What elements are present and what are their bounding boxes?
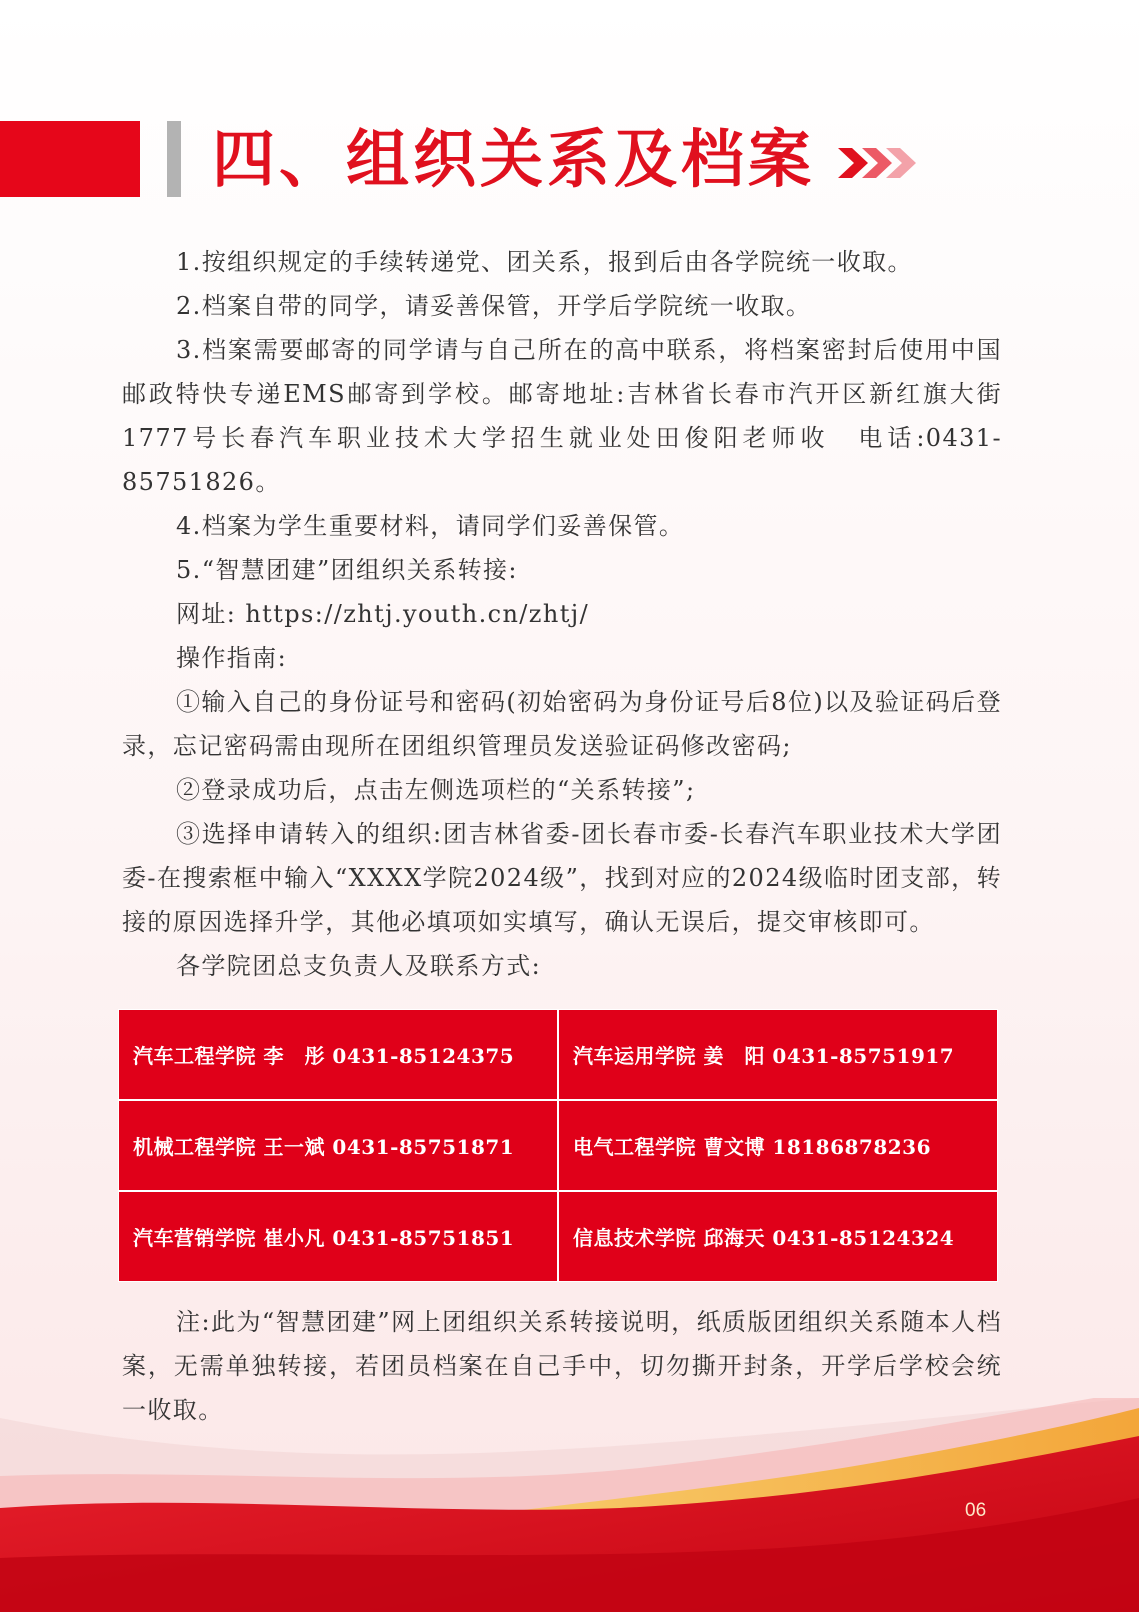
step-1: ①输入自己的身份证号和密码(初始密码为身份证号后8位)以及验证码后登录，忘记密码需由现所在团组织管理员发送验证码修改密码; — [122, 688, 1002, 760]
note-text: 注:此为“智慧团建”网上团组织关系转接说明，纸质版团组织关系随本人档案，无需单独转接，若团员档案在自己手中，切勿撕开封条，开学后学校会统一收取。 — [122, 1308, 1002, 1424]
contact-cell: 电气工程学院 曹文博 18186878236 — [558, 1100, 998, 1191]
guide-label: 操作指南: — [176, 644, 288, 672]
item-1: 1.按组织规定的手续转递党、团关系，报到后由各学院统一收取。 — [176, 248, 913, 276]
website-line[interactable]: 网址: https://zhtj.youth.cn/zhtj/ — [176, 600, 590, 628]
contact-cell: 汽车工程学院 李 彤 0431-85124375 — [118, 1009, 558, 1100]
contact-cell: 机械工程学院 王一斌 0431-85751871 — [118, 1100, 558, 1191]
item-5: 5.“智慧团建”团组织关系转接: — [176, 556, 518, 584]
title-red-block — [0, 121, 140, 197]
table-row — [118, 1191, 998, 1282]
step-2: ②登录成功后，点击左侧选项栏的“关系转接”; — [176, 776, 696, 804]
main-content — [122, 240, 1002, 988]
step-3: ③选择申请转入的组织:团吉林省委-团长春市委-长春汽车职业技术大学团委-在搜索框中输入“XXXX学院2024级”，找到对应的2024级临时团支部，转接的原因选择升学，其他必填项如实填写，确认无误后，提交审核即可。 — [122, 820, 1002, 936]
contacts-table — [118, 1009, 998, 1282]
double-chevron-right-icon — [838, 146, 934, 180]
page-title: 四、组织关系及档案 — [212, 123, 815, 196]
table-row — [118, 1100, 998, 1191]
title-gray-bar — [167, 121, 181, 197]
page-number: 06 — [965, 1500, 987, 1521]
item-2: 2.档案自带的同学，请妥善保管，开学后学院统一收取。 — [176, 292, 812, 320]
item-4: 4.档案为学生重要材料，请同学们妥善保管。 — [176, 512, 685, 540]
contact-cell: 信息技术学院 邱海天 0431-85124324 — [558, 1191, 998, 1282]
contact-cell: 汽车运用学院 姜 阳 0431-85751917 — [558, 1009, 998, 1100]
contacts-label: 各学院团总支负责人及联系方式: — [176, 952, 542, 980]
item-3: 3.档案需要邮寄的同学请与自己所在的高中联系，将档案密封后使用中国邮政特快专递EMS邮寄到学校。邮寄地址:吉林省长春市汽开区新红旗大街1777号长春汽车职业技术大学招生就业处田俊阳老师收 电话:0431-85751826。 — [122, 336, 1002, 496]
table-row — [118, 1009, 998, 1100]
contact-cell: 汽车营销学院 崔小凡 0431-85751851 — [118, 1191, 558, 1282]
